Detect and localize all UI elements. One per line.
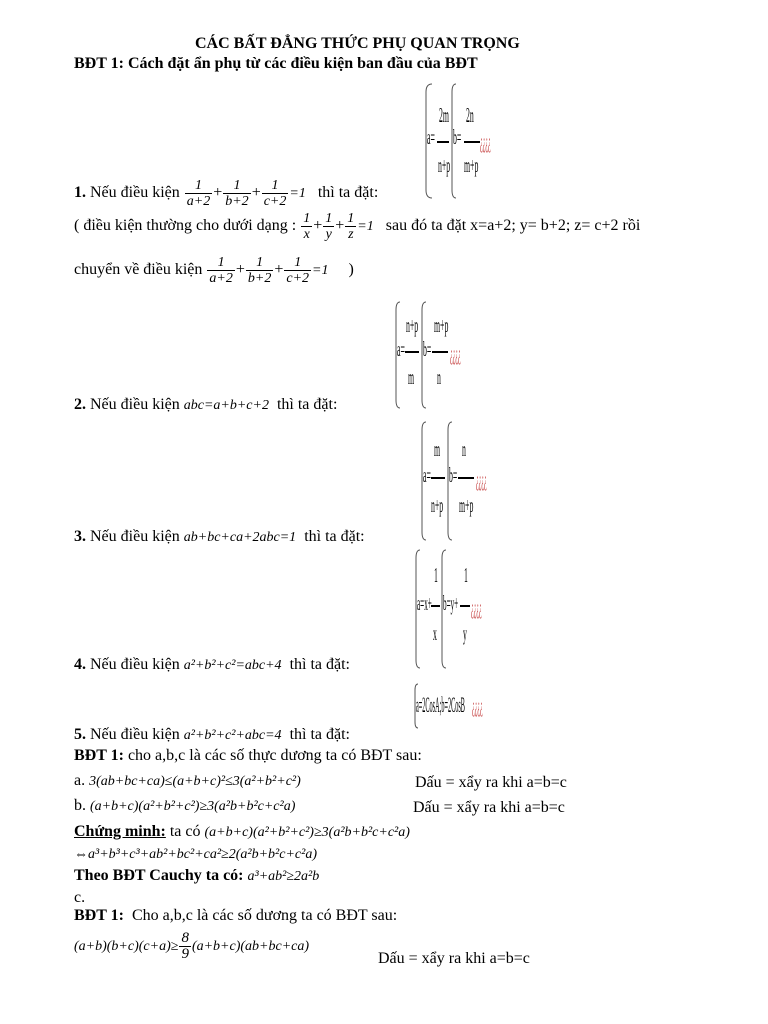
item-c: c. [74, 889, 86, 906]
svg-text:¿¿¿¿: ¿¿¿¿ [476, 468, 487, 492]
item-5-text: Nếu điều kiện [90, 726, 180, 743]
item-2-line [74, 396, 337, 414]
svg-text:¿¿¿¿: ¿¿¿¿ [471, 596, 482, 620]
svg-text:a=: a= [397, 338, 405, 362]
item-5-line [74, 726, 350, 744]
svg-text:2n: 2n [466, 104, 474, 128]
item-3-text: Nếu điều kiện [90, 528, 180, 545]
item-4-after: thì ta đặt: [289, 656, 350, 673]
item-3-label: 3. [74, 528, 86, 545]
item-3-condition: ab+bc+ca+2abc=1 [183, 530, 297, 545]
section-heading-3 [74, 907, 397, 925]
svg-text:b=y+: b=y+ [443, 592, 459, 616]
ineq-final-right: (a+b+c)(ab+bc+ca) [191, 939, 310, 954]
svg-text:n: n [462, 438, 466, 462]
substitution-formula-2 [394, 300, 474, 410]
proof-text: ta có [169, 823, 201, 840]
svg-text:m+p: m+p [464, 154, 479, 178]
ineq-final-left: (a+b)(b+c)(c+a)≥ [74, 939, 179, 954]
substitution-formula-3 [420, 420, 500, 542]
note2-rhs: =1 [312, 263, 329, 278]
item-1-text: Nếu điều kiện [90, 184, 180, 201]
note-open: ( điều kiện thường cho dưới dạng : [74, 217, 297, 234]
svg-text:b=: b= [449, 464, 458, 488]
svg-text:2m: 2m [439, 104, 449, 128]
ineq-b-line [74, 797, 295, 815]
svg-text:b=: b= [453, 126, 462, 150]
item-1-after: thì ta đặt: [317, 184, 379, 201]
section-heading-2 [74, 747, 422, 765]
substitution-formula-5 [414, 682, 504, 730]
ineq-a-formula: 3(ab+bc+ca)≤(a+b+c)²≤3(a²+b²+c²) [89, 774, 301, 789]
ineq-b-label: b. [74, 797, 86, 814]
svg-text:1: 1 [434, 564, 438, 588]
svg-text:¿¿¿¿: ¿¿¿¿ [480, 130, 491, 154]
ineq-a-equality: Dấu = xẩy ra khi a=b=c [415, 774, 567, 791]
proof2-formula: ⇔a³+b³+c³+ab²+bc²+ca²≥2(a²b+b²c+c²a) [74, 847, 317, 862]
cauchy-label: Theo BĐT Cauchy ta có: [74, 867, 244, 884]
section2-text: cho a,b,c là các số thực dương ta có BĐT sau: [127, 747, 422, 764]
cauchy-formula: a³+ab²≥2a²b [247, 869, 320, 884]
ineq-final-line [74, 926, 309, 967]
svg-text:1: 1 [464, 564, 468, 588]
note2-text: chuyển về điều kiện [74, 261, 203, 278]
fraction: $\frac{1}{z}$ [347, 210, 355, 242]
item-4-label: 4. [74, 656, 86, 673]
item-2-after: thì ta đặt: [276, 396, 338, 413]
proof-label: Chứng minh: [74, 823, 166, 840]
substitution-formula-1 [424, 82, 494, 200]
fraction: $\frac{1}{a+2}$ [209, 254, 233, 286]
svg-text:x: x [433, 622, 437, 646]
fraction: $\frac{8}{9}$ [181, 929, 189, 962]
note-line: ( điều kiện thường cho dưới dạng : $\frac{1}{x}$ + $\frac{1}{y}$ + $\frac{1}{z}$ =1 sau đó ta đặt x=a+2; y= b+2; z= c+2 rồi [74, 210, 641, 242]
note-after: sau đó ta đặt x=a+2; y= b+2; z= c+2 rồi [385, 217, 641, 234]
item-3-line [74, 528, 365, 546]
page-title: CÁC BẤT ĐẲNG THỨC PHỤ QUAN TRỌNG [195, 35, 520, 52]
item-1-rhs: =1 [289, 186, 306, 201]
sub1-a-label: a= [427, 126, 435, 150]
ineq-a-label: a. [74, 772, 86, 789]
ineq-final-equality: Dấu = xẩy ra khi a=b=c [378, 950, 530, 967]
item-4-line [74, 656, 350, 674]
proof-line-2 [74, 845, 317, 863]
note-rhs: =1 [357, 219, 374, 234]
section-heading-1: BĐT 1: Cách đặt ẩn phụ từ các điều kiện ban đầu của BĐT [74, 55, 478, 72]
svg-text:m: m [434, 438, 441, 462]
fraction: $\frac{1}{x}$ [303, 210, 311, 242]
svg-text:y: y [463, 622, 467, 646]
svg-text:¿¿¿¿: ¿¿¿¿ [472, 695, 483, 718]
item-5-label: 5. [74, 726, 86, 743]
section3-text: Cho a,b,c là các số dương ta có BĐT sau: [131, 907, 398, 924]
ineq-b-equality: Dấu = xẩy ra khi a=b=c [413, 799, 565, 816]
item-4-text: Nếu điều kiện [90, 656, 180, 673]
item-5-after: thì ta đặt: [289, 726, 350, 743]
item-1-label: 1. [74, 184, 86, 201]
fraction: $\frac{1}{y}$ [325, 210, 333, 242]
svg-text:m+p: m+p [459, 494, 474, 518]
svg-text:n+p: n+p [431, 494, 444, 518]
cauchy-line [74, 867, 319, 885]
section2-label: BĐT 1: [74, 747, 124, 764]
svg-text:¿¿¿¿: ¿¿¿¿ [450, 342, 461, 366]
item-1-line: 1. Nếu điều kiện $\frac{1}{a+2}$ + $\frac{1}{b+2}$ + $\frac{1}{c+2}$ =1 thì ta đặt: [74, 177, 379, 209]
section3-label: BĐT 1: [74, 907, 124, 924]
svg-text:m+p: m+p [434, 314, 449, 338]
proof-line [74, 823, 410, 841]
substitution-formula-4 [414, 548, 494, 670]
ineq-b-formula: (a+b+c)(a²+b²+c²)≥3(a²b+b²c+c²a) [90, 799, 296, 814]
item-4-condition: a²+b²+c²=abc+4 [183, 658, 282, 673]
item-3-after: thì ta đặt: [304, 528, 365, 545]
svg-text:a=: a= [423, 464, 431, 488]
svg-text:m: m [408, 366, 415, 390]
item-2-text: Nếu điều kiện [90, 396, 180, 413]
fraction: $\frac{1}{c+2}$ [286, 254, 310, 286]
item-2-label: 2. [74, 396, 86, 413]
item-2-condition: abc=a+b+c+2 [183, 398, 269, 413]
fraction: $\frac{1}{b+2}$ [247, 254, 272, 286]
svg-text:n+p: n+p [438, 154, 451, 178]
fraction: $\frac{1}{a+2}$ [186, 177, 211, 209]
fraction: $\frac{1}{b+2}$ [225, 177, 249, 209]
svg-text:a=x+: a=x+ [417, 592, 432, 616]
svg-text:n+p: n+p [406, 314, 419, 338]
svg-text:n: n [437, 366, 441, 390]
ineq-a-line [74, 772, 301, 790]
svg-text:b=: b= [423, 338, 432, 362]
note2-close: ) [348, 261, 354, 278]
fraction: $\frac{1}{c+2}$ [263, 177, 287, 209]
item-5-condition: a²+b²+c²+abc=4 [183, 728, 282, 743]
sub5-text: a=2CosA;b=2CosB [416, 692, 465, 718]
note-line-2: chuyển về điều kiện $\frac{1}{a+2}$ + $\frac{1}{b+2}$ + $\frac{1}{c+2}$ =1 ) [74, 254, 354, 286]
proof-formula: (a+b+c)(a²+b²+c²)≥3(a²b+b²c+c²a) [204, 825, 410, 840]
